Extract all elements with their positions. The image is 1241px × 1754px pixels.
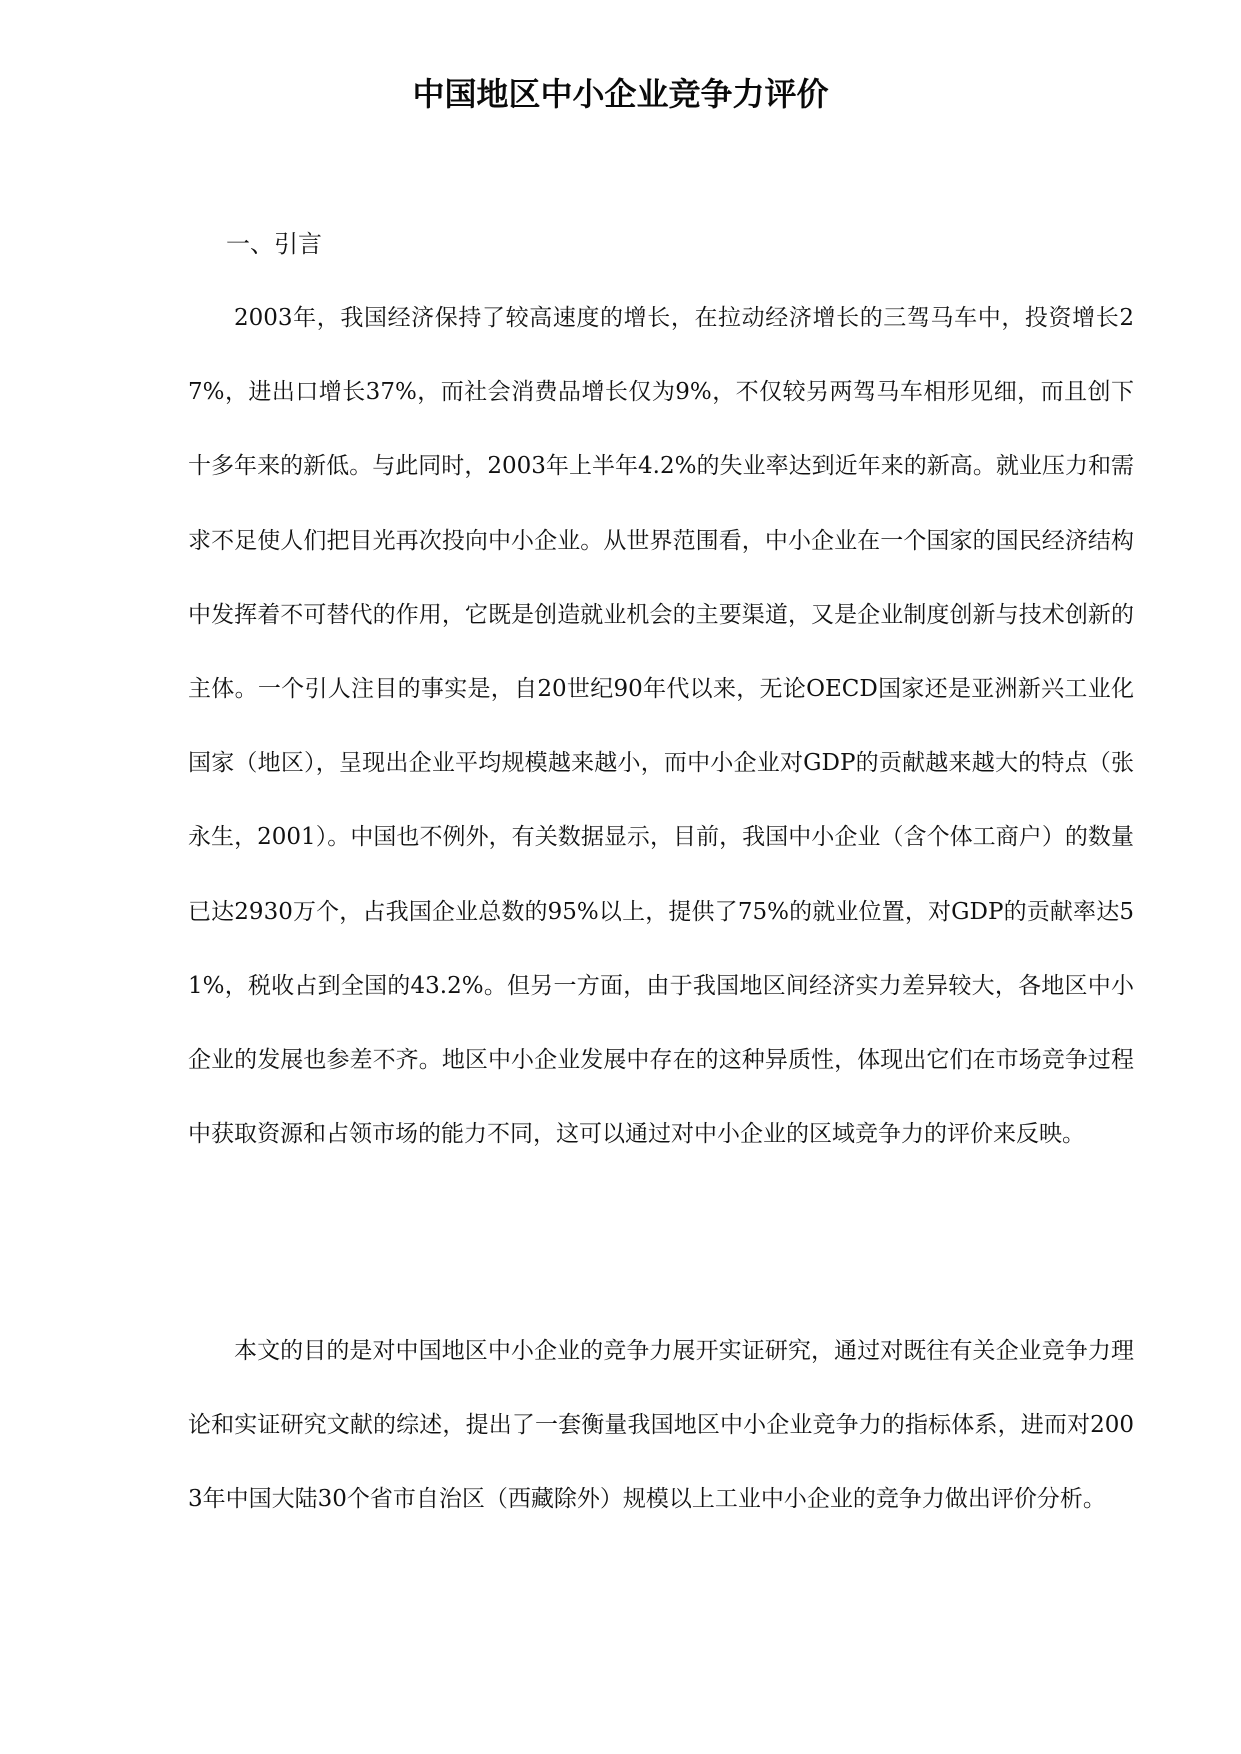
paragraph-purpose: 本文的目的是对中国地区中小企业的竞争力展开实证研究，通过对既往有关企业竞争力理论和实证研究文献的综述，提出了一套衡量我国地区中小企业竞争力的指标体系，进而对2003年中国大陆30个省市自治区（西藏除外）规模以上工业中小企业的竞争力做出评价分析。: [188, 1338, 1134, 1513]
section-heading: 一、引言: [226, 230, 322, 258]
document-title: 中国地区中小企业竞争力评价: [412, 75, 829, 113]
paragraph-introduction: 2003年，我国经济保持了较高速度的增长，在拉动经济增长的三驾马车中，投资增长27%，进出口增长37%，而社会消费品增长仅为9%，不仅较另两驾马车相形见细，而且创下十多年来的新低。与此同时，2003年上半年4.2%的失业率达到近年来的新高。就业压力和需求不足使人们把目光再次投向中小企业。从世界范围看，中小企业在一个国家的国民经济结构中发挥着不可替代的作用，它既是创造就业机会的主要渠道，又是企业制度创新与技术创新的主体。一个引人注目的事实是，自20世纪90年代以来，无论OECD国家还是亚洲新兴工业化国家（地区），呈现出企业平均规模越来越小，而中小企业对GDP的贡献越来越大的特点（张永生，2001）。中国也不例外，有关数据显示，目前，我国中小企业（含个体工商户）的数量已达2930万个，占我国企业总数的95%以上，提供了75%的就业位置，对GDP的贡献率达51%，税收占到全国的43.2%。但另一方面，由于我国地区间经济实力差异较大，各地区中小企业的发展也参差不齐。地区中小企业发展中存在的这种异质性，体现出它们在市场竞争过程中获取资源和占领市场的能力不同，这可以通过对中小企业的区域竞争力的评价来反映。: [188, 305, 1134, 1148]
